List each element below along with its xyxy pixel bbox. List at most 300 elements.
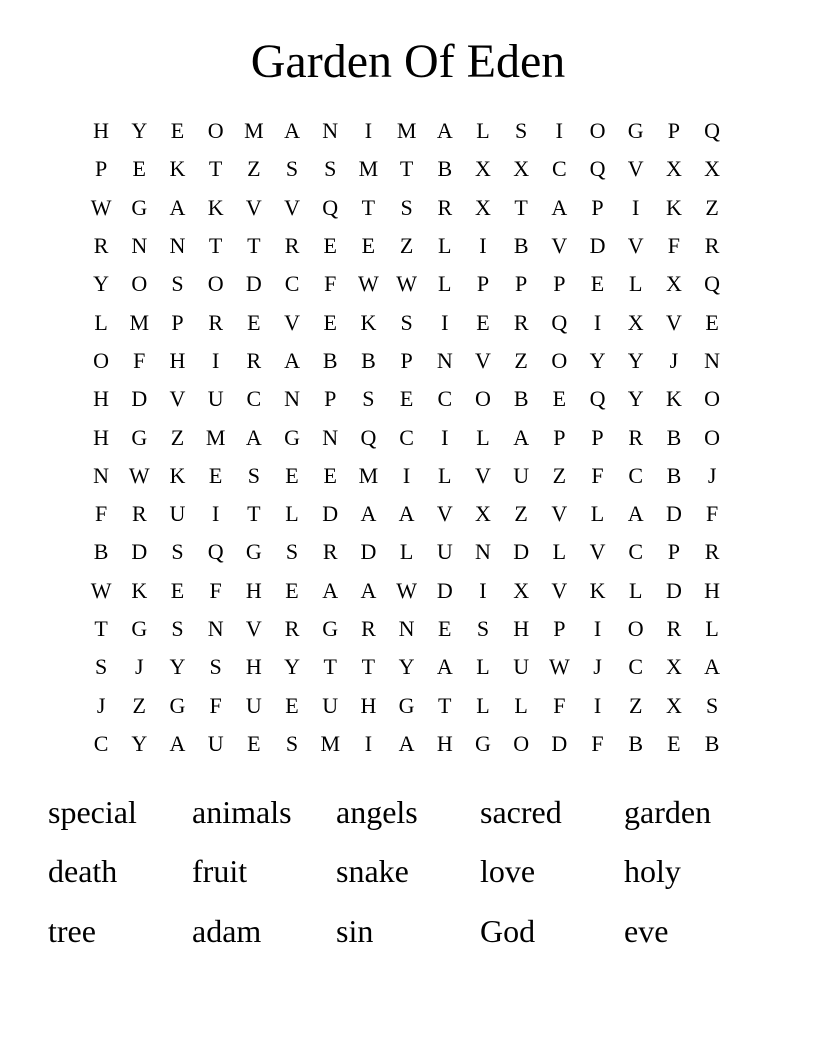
grid-letter: E (285, 577, 299, 603)
grid-letter: A (360, 577, 377, 603)
grid-letter: L (94, 309, 108, 335)
grid-letter: A (322, 577, 339, 603)
grid-letter: I (593, 616, 602, 641)
grid-letter: O (207, 118, 224, 144)
word-list-item: eve (624, 912, 669, 949)
grid-letter: T (323, 654, 337, 680)
grid-letter: F (133, 347, 146, 373)
grid-letter: I (479, 233, 487, 259)
grid-letter: D (436, 577, 453, 603)
grid-letter: L (438, 271, 452, 297)
grid-letter: D (589, 233, 606, 259)
grid-letter: M (358, 462, 379, 488)
grid-letter: A (551, 194, 568, 220)
word-list-row (48, 782, 768, 842)
grid-letter: P (94, 156, 108, 182)
grid-letter: U (436, 539, 453, 565)
grid-letter: Z (132, 692, 146, 718)
grid-letter: F (209, 692, 222, 718)
grid-letter: A (398, 730, 415, 756)
grid-letter: H (93, 386, 110, 412)
grid-letter: N (131, 233, 148, 259)
grid-letter: P (591, 194, 604, 220)
grid-row (82, 227, 732, 265)
grid-letter: R (93, 233, 109, 259)
grid-letter: D (665, 501, 682, 527)
grid-letter: J (593, 654, 602, 680)
grid-letter: M (129, 309, 150, 335)
grid-letter: G (131, 424, 148, 450)
grid-row (82, 648, 732, 686)
word-list-item: animals (192, 793, 292, 830)
grid-letter: H (513, 616, 530, 641)
grid-letter: Z (514, 347, 528, 373)
grid-letter: K (360, 309, 377, 335)
grid-letter: B (666, 424, 682, 450)
grid-letter: Y (131, 730, 148, 756)
grid-letter: D (131, 386, 148, 412)
grid-letter: M (205, 424, 226, 450)
grid-letter: B (93, 539, 109, 565)
grid-letter: N (169, 233, 186, 259)
grid-letter: E (170, 118, 185, 144)
grid-letter: D (665, 577, 682, 603)
grid-letter: P (667, 118, 681, 144)
grid-letter: E (170, 577, 185, 603)
grid-letter: N (475, 539, 491, 565)
grid-letter: E (438, 616, 452, 641)
grid-letter: I (593, 309, 602, 335)
grid-letter: Z (247, 156, 261, 182)
grid-letter: T (438, 692, 452, 718)
grid-letter: F (324, 271, 337, 297)
grid-letter: A (398, 501, 415, 527)
grid-letter: H (245, 654, 262, 680)
grid-letter: I (479, 577, 487, 603)
grid-letter: Y (627, 347, 644, 373)
grid-letter: N (207, 616, 224, 641)
grid-row (82, 380, 732, 418)
grid-row (82, 610, 732, 648)
grid-letter: L (628, 577, 643, 603)
grid-letter: A (627, 501, 644, 527)
grid-letter: U (207, 386, 224, 412)
grid-letter: Q (551, 309, 568, 335)
grid-row (82, 418, 732, 456)
grid-letter: U (169, 501, 186, 527)
grid-letter: L (476, 654, 490, 680)
grid-letter: R (628, 424, 644, 450)
grid-letter: X (665, 271, 682, 297)
grid-letter: R (666, 616, 682, 641)
grid-letter: Y (627, 386, 644, 412)
grid-letter: E (476, 309, 490, 335)
page-title: Garden Of Eden (250, 35, 566, 88)
grid-letter: H (245, 577, 262, 603)
grid-letter: J (669, 347, 679, 373)
grid-letter: Y (93, 271, 110, 297)
grid-letter: C (628, 654, 644, 680)
grid-letter: P (324, 386, 337, 412)
grid-letter: X (475, 156, 491, 182)
grid-letter: K (169, 462, 186, 488)
grid-letter: X (475, 501, 491, 527)
grid-letter: U (207, 730, 224, 756)
grid-letter: A (169, 730, 186, 756)
grid-row (82, 686, 732, 724)
grid-letter: L (628, 271, 643, 297)
grid-letter: P (476, 271, 490, 297)
grid-letter: T (208, 233, 223, 259)
grid-letter: R (513, 309, 529, 335)
grid-letter: N (93, 462, 110, 488)
grid-letter: G (627, 118, 644, 144)
grid-letter: I (441, 309, 449, 335)
grid-letter: O (207, 271, 224, 297)
grid-letter: G (284, 424, 300, 450)
grid-letter: C (399, 424, 414, 450)
grid-row (82, 725, 732, 763)
grid-letter: I (441, 424, 449, 450)
grid-letter: H (93, 424, 110, 450)
grid-letter: G (131, 194, 148, 220)
grid-letter: J (96, 692, 106, 718)
grid-letter: A (284, 118, 300, 144)
grid-letter: P (171, 309, 184, 335)
grid-letter: R (131, 501, 147, 527)
grid-letter: A (284, 347, 300, 373)
grid-letter: H (704, 577, 721, 603)
word-list-item: special (48, 793, 137, 830)
grid-letter: B (437, 156, 453, 182)
grid-letter: N (322, 424, 339, 450)
word-list-item: love (480, 853, 536, 890)
grid-letter: Z (705, 194, 719, 220)
grid-letter: A (245, 424, 262, 450)
grid-letter: V (551, 233, 568, 259)
grid-letter: F (705, 501, 719, 527)
grid-row (82, 495, 732, 533)
grid-letter: H (436, 730, 453, 756)
grid-letter: G (131, 616, 148, 641)
grid-letter: K (665, 386, 682, 412)
grid-letter: T (94, 616, 108, 641)
grid-letter: N (322, 118, 339, 144)
word-list-row (48, 842, 768, 902)
grid-letter: X (665, 692, 682, 718)
grid-letter: E (552, 386, 567, 412)
grid-letter: S (324, 156, 337, 182)
grid-letter: I (632, 194, 640, 220)
grid-letter: U (513, 654, 530, 680)
grid-letter: I (593, 692, 602, 718)
grid-letter: B (704, 730, 720, 756)
grid-letter: F (667, 233, 681, 259)
grid-letter: K (665, 194, 682, 220)
grid-letter: G (245, 539, 262, 565)
grid-letter: I (402, 462, 411, 488)
grid-letter: V (475, 462, 491, 488)
grid-letter: E (285, 692, 299, 718)
word-list-item: garden (624, 793, 712, 830)
grid-letter: K (589, 577, 606, 603)
grid-letter: S (476, 616, 490, 641)
grid-letter: K (207, 194, 224, 220)
grid-letter: I (555, 118, 563, 144)
grid-row (82, 265, 732, 303)
grid-letter: R (437, 194, 453, 220)
grid-letter: F (209, 577, 222, 603)
word-list-item: holy (624, 853, 681, 890)
word-list-item: death (48, 853, 118, 890)
word-list-item: fruit (192, 853, 248, 890)
grid-letter: D (322, 501, 339, 527)
grid-letter: L (705, 616, 719, 641)
grid-letter: M (320, 730, 340, 756)
grid-letter: T (361, 194, 376, 220)
grid-letter: N (436, 347, 453, 373)
grid-letter: J (135, 654, 144, 680)
grid-letter: V (284, 194, 300, 220)
grid-letter: B (666, 462, 682, 488)
grid-letter: L (476, 692, 490, 718)
grid-letter: X (704, 156, 721, 182)
grid-letter: Q (322, 194, 339, 220)
grid-letter: R (284, 233, 300, 259)
word-list-item: sin (336, 912, 374, 949)
grid-letter: K (131, 577, 148, 603)
word-list-item: sacred (480, 793, 562, 830)
grid-letter: O (131, 271, 148, 297)
grid-letter: E (590, 271, 605, 297)
grid-row (82, 189, 732, 227)
grid-letter: N (284, 386, 300, 412)
grid-letter: O (627, 616, 644, 641)
grid-letter: Y (131, 118, 148, 144)
word-list-item: snake (336, 853, 409, 890)
grid-letter: B (322, 347, 338, 373)
grid-letter: D (360, 539, 377, 565)
grid-letter: X (513, 577, 530, 603)
grid-letter: C (93, 730, 109, 756)
grid-letter: U (245, 692, 262, 718)
grid-letter: I (364, 730, 373, 756)
grid-letter: E (285, 462, 299, 488)
grid-letter: V (551, 501, 568, 527)
grid-letter: E (323, 309, 337, 335)
grid-letter: V (627, 233, 644, 259)
grid-letter: S (705, 692, 719, 718)
grid-letter: V (551, 577, 568, 603)
grid-letter: O (551, 347, 568, 373)
grid-letter: V (475, 347, 491, 373)
grid-letter: Z (552, 462, 567, 488)
grid-letter: E (399, 386, 414, 412)
grid-letter: X (665, 654, 682, 680)
grid-letter: X (475, 194, 491, 220)
grid-letter: T (208, 156, 223, 182)
grid-letter: A (436, 118, 453, 144)
grid-letter: H (93, 118, 110, 144)
grid-letter: A (436, 654, 453, 680)
grid-letter: G (322, 616, 339, 641)
word-list (48, 782, 768, 961)
grid-letter: V (245, 616, 262, 641)
grid-letter: S (171, 271, 184, 297)
grid-letter: T (247, 501, 261, 527)
grid-letter: R (208, 309, 223, 335)
grid-row (82, 112, 732, 150)
grid-row (82, 572, 732, 610)
grid-letter: R (704, 539, 720, 565)
grid-letter: T (399, 156, 414, 182)
grid-letter: Q (360, 424, 377, 450)
grid-letter: Y (169, 654, 186, 680)
grid-letter: C (552, 156, 567, 182)
grid-letter: A (169, 194, 186, 220)
grid-letter: B (628, 730, 644, 756)
word-list-item: tree (48, 912, 96, 949)
grid-letter: G (398, 692, 415, 718)
word-list-item: God (480, 912, 536, 949)
grid-letter: O (704, 386, 721, 412)
grid-letter: O (475, 386, 491, 412)
grid-letter: S (171, 616, 184, 641)
grid-letter: H (360, 692, 377, 718)
grid-letter: V (284, 309, 300, 335)
grid-letter: N (398, 616, 415, 641)
grid-letter: O (93, 347, 110, 373)
grid-letter: L (476, 424, 490, 450)
grid-letter: S (285, 156, 299, 182)
grid-letter: S (247, 462, 260, 488)
grid-letter: S (362, 386, 375, 412)
grid-letter: C (437, 386, 453, 412)
grid-letter: K (169, 156, 186, 182)
grid-letter: U (322, 692, 339, 718)
grid-letter: B (513, 386, 529, 412)
word-list-item: angels (336, 793, 418, 830)
grid-letter: Z (628, 692, 643, 718)
grid-letter: B (361, 347, 376, 373)
grid-letter: Q (704, 118, 721, 144)
grid-row (82, 303, 732, 341)
grid-letter: R (284, 616, 300, 641)
grid-letter: G (475, 730, 491, 756)
grid-letter: L (438, 233, 452, 259)
grid-letter: P (667, 539, 681, 565)
grid-letter: A (704, 654, 721, 680)
grid-letter: B (513, 233, 529, 259)
grid-letter: S (400, 194, 413, 220)
grid-letter: W (128, 462, 150, 488)
grid-letter: D (131, 539, 148, 565)
grid-letter: Y (284, 654, 300, 680)
grid-row (82, 342, 732, 380)
grid-letter: V (436, 501, 453, 527)
grid-letter: P (553, 616, 566, 641)
grid-letter: E (247, 730, 261, 756)
grid-letter: L (590, 501, 605, 527)
grid-letter: O (589, 118, 606, 144)
grid-letter: X (513, 156, 530, 182)
grid-letter: A (360, 501, 377, 527)
grid-letter: I (364, 118, 373, 144)
grid-letter: E (667, 730, 681, 756)
grid-letter: Z (170, 424, 185, 450)
grid-letter: L (399, 539, 414, 565)
grid-letter: E (247, 309, 261, 335)
grid-row (82, 150, 732, 188)
grid-letter: P (553, 424, 566, 450)
grid-letter: Z (514, 501, 528, 527)
grid-letter: J (707, 462, 717, 488)
grid-letter: Q (589, 386, 606, 412)
grid-letter: L (476, 118, 490, 144)
grid-letter: S (285, 730, 299, 756)
grid-letter: V (245, 194, 262, 220)
grid-letter: S (515, 118, 528, 144)
grid-letter: D (513, 539, 530, 565)
grid-letter: W (358, 271, 379, 297)
grid-letter: T (247, 233, 261, 259)
grid-letter: E (208, 462, 223, 488)
grid-letter: F (591, 730, 604, 756)
grid-letter: P (400, 347, 413, 373)
grid-letter: I (211, 347, 220, 373)
grid-letter: W (396, 271, 417, 297)
grid-letter: C (628, 539, 644, 565)
grid-letter: R (361, 616, 376, 641)
word-list-item: adam (192, 912, 262, 949)
grid-letter: E (132, 156, 146, 182)
grid-letter: I (211, 501, 220, 527)
grid-letter: X (665, 156, 682, 182)
grid-letter: A (513, 424, 530, 450)
grid-letter: W (90, 194, 112, 220)
grid-letter: W (548, 654, 570, 680)
grid-letter: S (209, 654, 222, 680)
grid-letter: S (94, 654, 108, 680)
grid-letter: P (553, 271, 566, 297)
grid-letter: X (627, 309, 644, 335)
grid-letter: F (553, 692, 566, 718)
grid-letter: L (514, 692, 528, 718)
grid-letter: T (361, 654, 376, 680)
grid-letter: S (171, 539, 184, 565)
grid-letter: W (396, 577, 417, 603)
grid-letter: S (285, 539, 299, 565)
grid-row (82, 457, 732, 495)
grid-letter: V (665, 309, 682, 335)
word-search-grid (82, 112, 732, 763)
grid-letter: M (396, 118, 417, 144)
grid-letter: Y (589, 347, 606, 373)
grid-letter: L (438, 462, 452, 488)
grid-letter: E (323, 233, 337, 259)
word-list-row (48, 901, 768, 961)
grid-letter: T (514, 194, 528, 220)
grid-letter: Z (399, 233, 414, 259)
grid-letter: D (245, 271, 262, 297)
grid-letter: E (705, 309, 719, 335)
grid-letter: E (323, 462, 337, 488)
grid-row (82, 533, 732, 571)
grid-letter: P (591, 424, 604, 450)
grid-letter: C (284, 271, 300, 297)
grid-letter: G (169, 692, 186, 718)
grid-letter: R (322, 539, 338, 565)
